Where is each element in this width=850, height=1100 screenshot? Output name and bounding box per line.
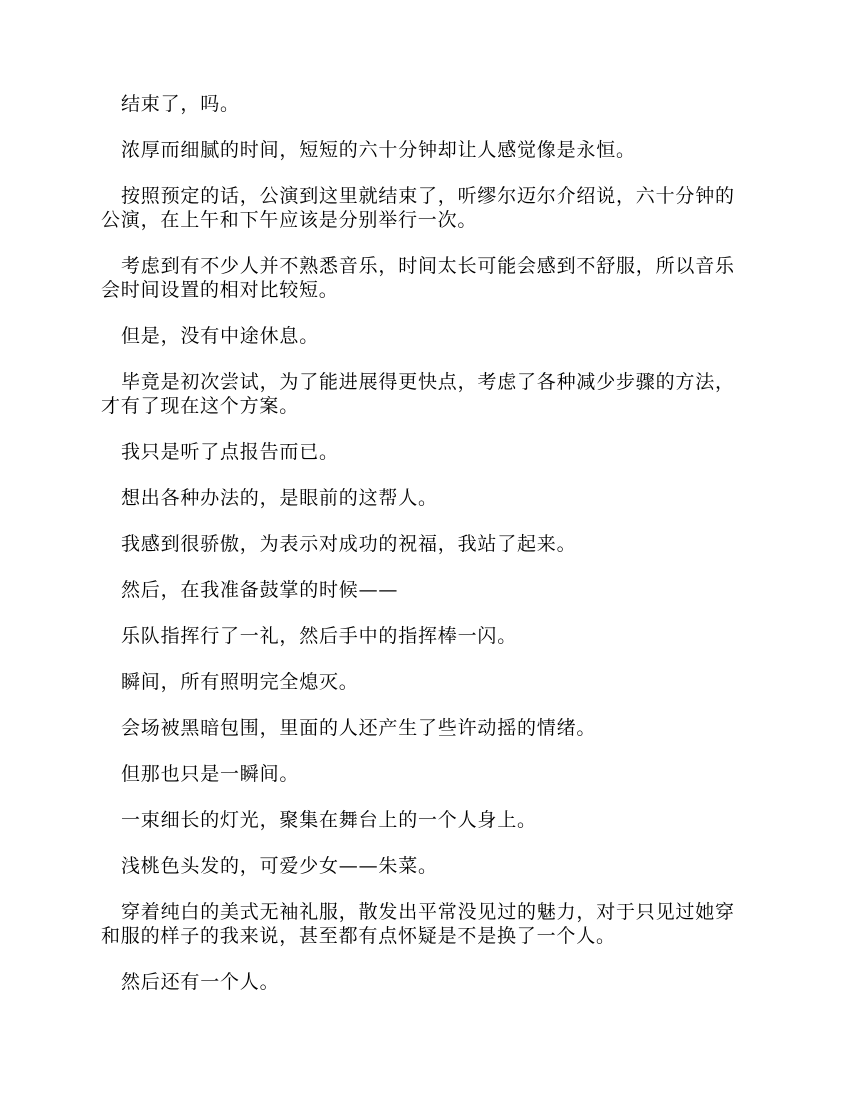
paragraph: 结束了，吗。: [121, 93, 240, 115]
paragraph: 浓厚而细腻的时间，短短的六十分钟却让人感觉像是永恒。: [121, 139, 636, 161]
paragraph: 但那也只是一瞬间。: [121, 763, 300, 785]
paragraph: 我只是听了点报告而已。: [121, 441, 339, 463]
paragraph: 会场被黑暗包围，里面的人还产生了些许动摇的情绪。: [121, 717, 597, 739]
paragraph: 考虑到有不少人并不熟悉音乐，时间太长可能会感到不舒服，所以音乐会时间设置的相对比较短。: [101, 255, 735, 301]
paragraph: 想出各种办法的，是眼前的这帮人。: [121, 487, 438, 509]
paragraph: 乐队指挥行了一礼，然后手中的指挥棒一闪。: [121, 625, 518, 647]
paragraph: 按照预定的话，公演到这里就结束了，听缪尔迈尔介绍说，六十分钟的公演，在上午和下午应该是分别举行一次。: [101, 185, 735, 231]
paragraph: 然后，在我准备鼓掌的时候——: [121, 579, 399, 601]
paragraph: 然后还有一个人。: [121, 971, 280, 993]
paragraph: 穿着纯白的美式无袖礼服，散发出平常没见过的魅力，对于只见过她穿和服的样子的我来说，甚至都有点怀疑是不是换了一个人。: [101, 901, 735, 947]
paragraph: 我感到很骄傲，为表示对成功的祝福，我站了起来。: [121, 533, 577, 555]
paragraph: 一束细长的灯光，聚集在舞台上的一个人身上。: [121, 809, 537, 831]
document-page: [101, 92, 751, 1016]
paragraph: 瞬间，所有照明完全熄灭。: [121, 671, 359, 693]
paragraph: 毕竟是初次尝试，为了能进展得更快点，考虑了各种减少步骤的方法，才有了现在这个方案。: [101, 371, 735, 417]
paragraph: 浅桃色头发的，可爱少女——朱菜。: [121, 855, 438, 877]
paragraph: 但是，没有中途休息。: [121, 325, 320, 347]
